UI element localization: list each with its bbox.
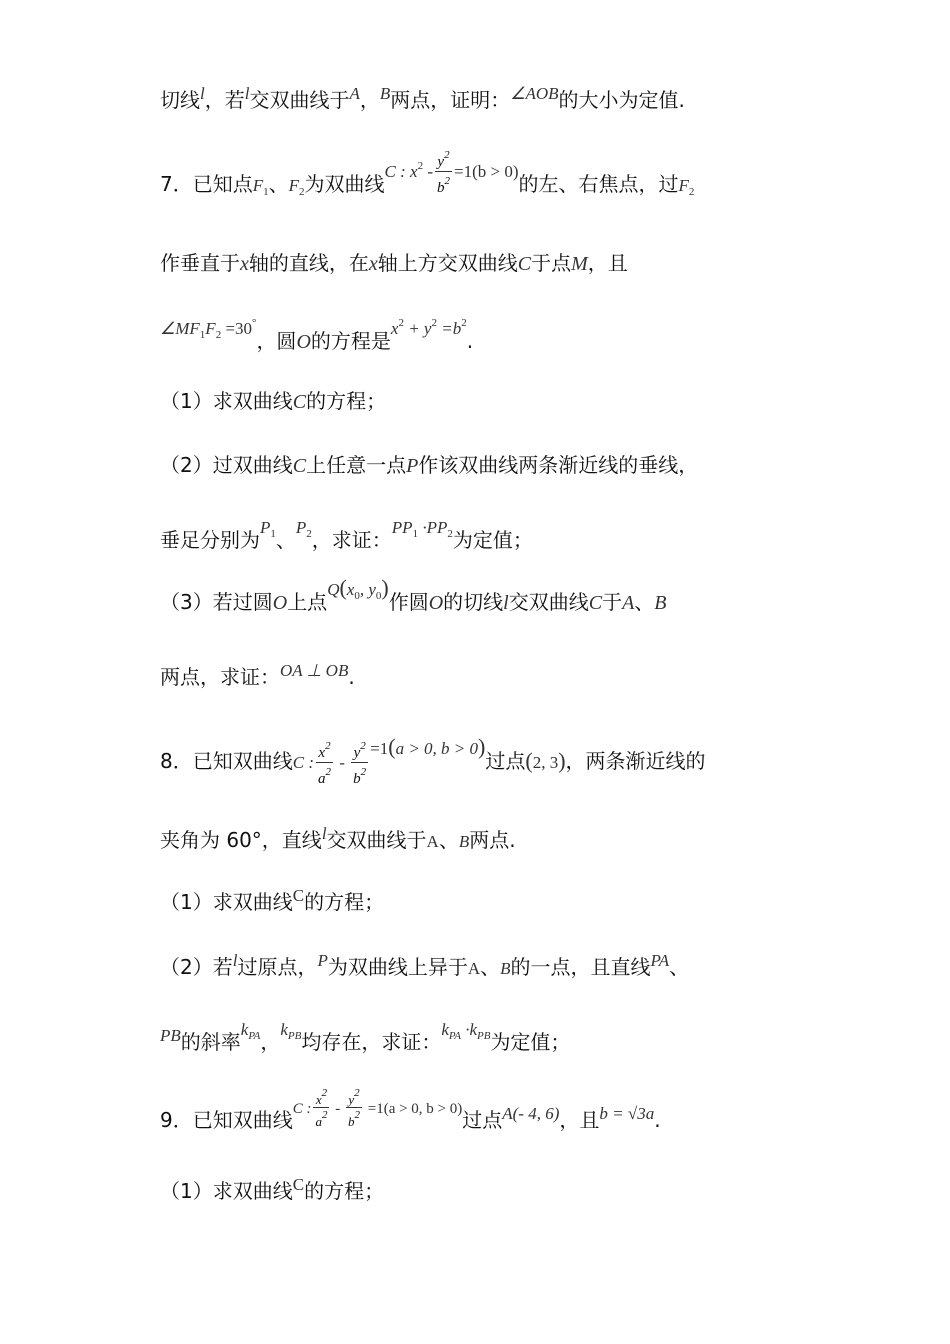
- math: B: [458, 832, 470, 851]
- math: O: [296, 331, 311, 353]
- text: 、: [669, 955, 690, 979]
- math: F: [205, 319, 216, 338]
- math: F: [678, 176, 689, 195]
- math: l: [232, 951, 238, 970]
- math-sub: 2: [299, 186, 305, 198]
- math: 2, 3: [532, 753, 559, 772]
- math: Q: [327, 580, 340, 599]
- math: PA: [650, 951, 670, 970]
- math: P: [260, 518, 271, 537]
- fraction: $\frac{x^2}{a^2}$: [316, 737, 333, 788]
- math: ·k: [460, 1020, 477, 1039]
- math: a > 0, b > 0: [395, 739, 479, 758]
- line-11: [160, 825, 516, 857]
- text: （3）若过圆: [160, 590, 273, 614]
- text: 两点.: [469, 828, 516, 852]
- text: 为定值；: [490, 1030, 571, 1054]
- math: ∠AOB: [510, 84, 559, 103]
- math: C: [292, 1175, 305, 1194]
- math-sup: 2: [417, 160, 424, 172]
- math: , y: [359, 580, 376, 599]
- text: ，且: [559, 1108, 600, 1132]
- math: -: [334, 753, 350, 772]
- math: C :: [292, 753, 314, 772]
- text: 、: [275, 528, 296, 552]
- line-16: [160, 1176, 384, 1208]
- line-7: [160, 518, 533, 563]
- math-sub: 1: [263, 186, 269, 198]
- math: x: [240, 253, 249, 275]
- text: 、: [480, 955, 501, 979]
- text: （1）求双曲线: [160, 1179, 293, 1203]
- text: ，: [260, 1030, 281, 1054]
- text: 8．已知双曲线: [160, 749, 293, 773]
- line-5: [160, 386, 386, 417]
- math: M: [571, 253, 588, 275]
- math: A: [467, 959, 481, 978]
- math: ): [381, 575, 389, 600]
- fraction: $\frac{x^2}{a^2}$: [315, 1087, 328, 1129]
- math: =1(b > 0): [453, 162, 519, 181]
- text: 、: [438, 828, 459, 852]
- text: 7．已知点: [160, 172, 253, 196]
- text: 轴的直线，在: [248, 251, 369, 275]
- text: .: [654, 1108, 661, 1132]
- math: B: [379, 84, 391, 103]
- math: k: [240, 1020, 249, 1039]
- text: 的方程；: [304, 1179, 385, 1203]
- math: x: [368, 253, 378, 275]
- math: (: [525, 748, 533, 773]
- math: =b: [436, 319, 462, 338]
- math: O: [428, 592, 444, 614]
- math: A: [349, 84, 360, 103]
- math: F: [252, 176, 264, 195]
- text: .: [466, 329, 474, 353]
- text: .: [348, 665, 355, 689]
- text: 轴上方交双曲线: [377, 251, 518, 275]
- math: A: [622, 592, 635, 614]
- text: 均存在，求证：: [301, 1030, 442, 1054]
- text: 两点，证明：: [390, 88, 511, 112]
- text: 作该双曲线两条渐近线的垂线，: [418, 453, 699, 477]
- text: 的斜率: [180, 1030, 241, 1054]
- text: 过原点，: [237, 955, 318, 979]
- text: ，且: [587, 251, 628, 275]
- math: C :: [292, 1101, 312, 1117]
- math-sup: 2: [398, 317, 404, 329]
- math-sup: 2: [431, 317, 437, 329]
- math-sub: PA: [448, 1030, 461, 1042]
- math: P: [406, 455, 419, 477]
- text: 于: [602, 590, 623, 614]
- text: 上点: [287, 590, 328, 614]
- text: 的方程；: [304, 890, 385, 914]
- text: ，求证：: [311, 528, 392, 552]
- math: (: [388, 734, 396, 759]
- math: B: [500, 959, 511, 978]
- math: =30: [221, 319, 253, 338]
- math: (: [339, 575, 347, 600]
- math: x: [390, 319, 399, 338]
- text: 的一点，且直线: [510, 955, 651, 979]
- text: 夹角为 60°，直线: [160, 828, 322, 852]
- text: ，: [359, 88, 380, 112]
- fraction: $\frac{y^2}{b^2}$: [351, 737, 368, 788]
- math: A: [426, 832, 439, 851]
- math-sub: PB: [476, 1030, 491, 1042]
- text: 为定值；: [452, 528, 533, 552]
- text: 过点: [485, 749, 526, 773]
- math: PB: [160, 1026, 181, 1045]
- line-8: [160, 575, 667, 625]
- math: C : x: [384, 162, 418, 181]
- text: 交双曲线于: [326, 828, 427, 852]
- math: =1: [370, 739, 389, 758]
- line-1: [160, 85, 685, 117]
- math: C: [588, 592, 603, 614]
- math: C: [292, 886, 305, 905]
- math: ): [558, 748, 566, 773]
- math: O: [272, 592, 288, 614]
- math-sub: 1: [199, 329, 206, 341]
- math: l: [503, 592, 509, 614]
- text: 交双曲线于: [249, 88, 350, 112]
- math: -: [423, 162, 433, 181]
- line-14: [160, 1020, 571, 1065]
- text: 切线: [160, 88, 200, 112]
- text: 于点: [531, 251, 572, 275]
- math: + y: [403, 319, 432, 338]
- text: 交双曲线: [508, 590, 589, 614]
- line-12: [160, 887, 384, 919]
- math-sup: 2: [461, 317, 467, 329]
- math: -: [331, 1101, 344, 1117]
- text: 过点: [462, 1108, 503, 1132]
- math: C: [292, 391, 307, 413]
- math-sub: 2: [688, 186, 695, 198]
- text: 为双曲线: [304, 172, 385, 196]
- math: P: [295, 518, 307, 537]
- math-sub: 2: [447, 528, 453, 540]
- math: b = √3a: [599, 1104, 655, 1123]
- math: x: [346, 580, 355, 599]
- math-sub: PB: [287, 1030, 302, 1042]
- math: PP: [391, 518, 413, 537]
- text: 的左、右焦点，过: [518, 172, 679, 196]
- line-6: [160, 450, 698, 481]
- text: 上任意一点: [306, 453, 407, 477]
- text: 的大小为定值.: [558, 88, 685, 112]
- math: C: [517, 253, 532, 275]
- math: P: [317, 951, 328, 970]
- text: 作圆: [388, 590, 429, 614]
- fraction: $\frac{y^2}{b^2}$: [435, 146, 452, 197]
- math: k: [441, 1020, 449, 1039]
- fraction: $\frac{y^2}{b^2}$: [347, 1087, 360, 1129]
- text: （2）过双曲线: [160, 453, 293, 477]
- math: OA ⊥ OB: [280, 661, 349, 680]
- text: 作垂直于: [160, 251, 240, 275]
- text: 的方程；: [306, 389, 387, 413]
- math-sub: 0: [354, 590, 360, 602]
- line-3: [160, 248, 628, 279]
- text: 垂足分别为: [160, 528, 260, 552]
- math: C: [292, 455, 307, 477]
- math: ·PP: [418, 518, 448, 537]
- line-13: [160, 952, 689, 984]
- text: 为双曲线上异于: [327, 955, 468, 979]
- math-sub: 2: [306, 528, 312, 540]
- math: k: [280, 1020, 288, 1039]
- text: ，圆: [256, 329, 297, 353]
- math-sub: 1: [270, 528, 276, 540]
- math: l: [200, 84, 205, 103]
- text: （1）求双曲线: [160, 389, 293, 413]
- text: 两点，求证：: [160, 665, 280, 689]
- math-sup: °: [252, 317, 257, 329]
- text: （1）求双曲线: [160, 890, 293, 914]
- math: A(- 4, 6): [502, 1104, 560, 1123]
- text: 、: [634, 590, 655, 614]
- math-sub: PA: [248, 1030, 261, 1042]
- math: l: [321, 824, 327, 843]
- math: =1(a > 0, b > 0): [363, 1101, 463, 1117]
- text: ，两条渐近线的: [565, 749, 706, 773]
- line-4: [160, 317, 474, 364]
- text: 的切线: [443, 590, 504, 614]
- math: l: [244, 84, 250, 103]
- math-sub: 1: [412, 528, 419, 540]
- text: 9．已知双曲线: [160, 1108, 293, 1132]
- math: B: [654, 592, 667, 614]
- math: F: [288, 176, 300, 195]
- math: ): [478, 734, 486, 759]
- text: （2）若: [160, 955, 233, 979]
- math: ∠MF: [160, 319, 200, 338]
- line-2: [160, 149, 695, 211]
- text: 的方程是: [310, 329, 391, 353]
- math-sub: 0: [375, 590, 382, 602]
- line-15: [160, 1087, 661, 1143]
- line-9: [160, 662, 355, 694]
- line-10: [160, 734, 706, 788]
- text: ，若: [204, 88, 245, 112]
- text: 、: [268, 172, 289, 196]
- math-sub: 2: [215, 329, 222, 341]
